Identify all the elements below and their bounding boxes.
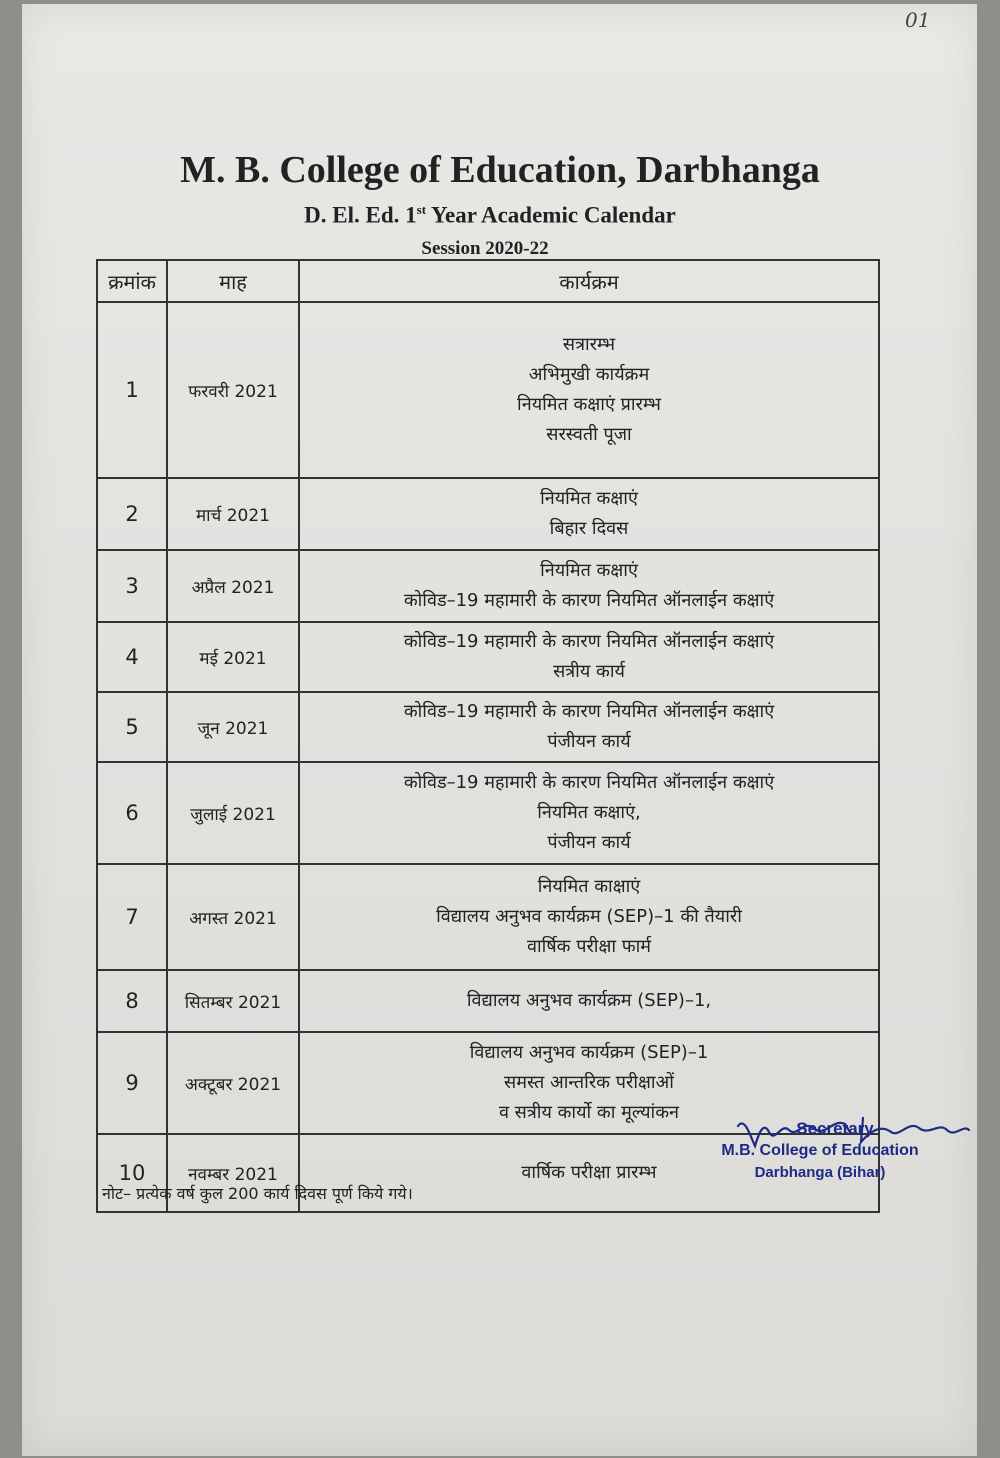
programme-item: विद्यालय अनुभव कार्यक्रम (SEP)–1, — [466, 990, 712, 1011]
programme-item: वार्षिक परीक्षा प्रारम्भ — [521, 1162, 657, 1183]
table-row — [97, 478, 879, 550]
programme-item: व सत्रीय कार्यो का मूल्यांकन — [498, 1102, 680, 1123]
programme-cell — [299, 970, 879, 1032]
programme-item: कोविड–19 महामारी के कारण नियमित ऑनलाईन कक्षाएं — [403, 772, 775, 793]
table-row — [97, 970, 879, 1032]
course-suffix: Year Academic Calendar — [426, 202, 676, 228]
programme-item: बिहार दिवस — [549, 518, 629, 539]
college-title: M. B. College of Education, Darbhanga — [180, 149, 820, 191]
programme-item: नियमित कक्षाएं — [540, 488, 638, 509]
programme-item: विद्यालय अनुभव कार्यक्रम (SEP)–1 — [469, 1042, 709, 1063]
month-cell: फरवरी 2021 — [167, 302, 299, 478]
month-cell: मई 2021 — [167, 622, 299, 692]
signatory-place: Darbhanga (Bihar) — [754, 1164, 886, 1181]
table-body — [97, 302, 879, 1212]
signature-block — [700, 1118, 940, 1184]
programme-cell — [299, 622, 879, 692]
programme-item: नियमित कक्षाएं प्रारम्भ — [517, 394, 661, 415]
serial-number-cell: 4 — [97, 622, 167, 692]
serial-number-cell: 3 — [97, 550, 167, 622]
programme-item: कोविड–19 महामारी के कारण नियमित ऑनलाईन कक्षाएं — [403, 590, 775, 611]
programme-item: सरस्वती पूजा — [546, 424, 632, 445]
column-header-programme: कार्यक्रम — [299, 260, 879, 302]
programme-item: विद्यालय अनुभव कार्यक्रम (SEP)–1 की तैयारी — [436, 906, 742, 927]
signatory-title: Secretary — [796, 1119, 874, 1138]
programme-item: नियमित कक्षाएं, — [537, 802, 641, 823]
page-number: 01 — [905, 8, 931, 32]
programme-item: पंजीयन कार्य — [547, 832, 631, 853]
table-header-row — [97, 260, 879, 302]
programme-cell — [299, 478, 879, 550]
serial-number-cell: 6 — [97, 762, 167, 864]
serial-number-cell: 8 — [97, 970, 167, 1032]
serial-number-cell: 10 — [97, 1134, 167, 1212]
programme-item: कोविड–19 महामारी के कारण नियमित ऑनलाईन कक्षाएं — [403, 701, 775, 722]
calendar-subtitle — [0, 202, 980, 229]
programme-item: सत्रारम्भ — [562, 334, 616, 355]
column-header-serial: क्रमांक — [97, 260, 167, 302]
table-row — [97, 864, 879, 970]
programme-item: नियमित काक्षाएं — [537, 876, 641, 897]
signatory-organization: M.B. College of Education — [721, 1142, 919, 1159]
table-row — [97, 692, 879, 762]
footnote: नोट– प्रत्येक वर्ष कुल 200 कार्य दिवस पूर्ण किये गये। — [102, 1184, 413, 1203]
programme-item: समस्त आन्तरिक परीक्षाओं — [504, 1072, 674, 1093]
month-cell: जुलाई 2021 — [167, 762, 299, 864]
programme-item: कोविड–19 महामारी के कारण नियमित ऑनलाईन कक्षाएं — [403, 631, 775, 652]
serial-number-cell: 2 — [97, 478, 167, 550]
table-row — [97, 762, 879, 864]
programme-item: अभिमुखी कार्यक्रम — [528, 364, 650, 385]
serial-number-cell: 1 — [97, 302, 167, 478]
course-ordinal: st — [416, 202, 427, 217]
table-row — [97, 622, 879, 692]
column-header-month: माह — [167, 260, 299, 302]
programme-item: वार्षिक परीक्षा फार्म — [526, 936, 652, 957]
month-cell: मार्च 2021 — [167, 478, 299, 550]
month-cell: जून 2021 — [167, 692, 299, 762]
month-cell: नवम्बर 2021 — [167, 1134, 299, 1212]
programme-item: पंजीयन कार्य — [547, 731, 631, 752]
month-cell: अप्रैल 2021 — [167, 550, 299, 622]
month-cell: सितम्बर 2021 — [167, 970, 299, 1032]
month-cell: अक्टूबर 2021 — [167, 1032, 299, 1134]
programme-cell — [299, 762, 879, 864]
programme-item: नियमित कक्षाएं — [540, 560, 638, 581]
table-row — [97, 550, 879, 622]
table-row — [97, 302, 879, 478]
serial-number-cell: 5 — [97, 692, 167, 762]
programme-cell — [299, 302, 879, 478]
session-label: Session 2020-22 — [421, 238, 549, 259]
programme-item: सत्रीय कार्य — [553, 661, 625, 682]
academic-calendar-table — [96, 259, 880, 1213]
serial-number-cell: 7 — [97, 864, 167, 970]
course-prefix: D. El. Ed. 1 — [304, 202, 417, 228]
programme-cell — [299, 550, 879, 622]
programme-cell — [299, 864, 879, 970]
programme-cell — [299, 692, 879, 762]
serial-number-cell: 9 — [97, 1032, 167, 1134]
month-cell: अगस्त 2021 — [167, 864, 299, 970]
